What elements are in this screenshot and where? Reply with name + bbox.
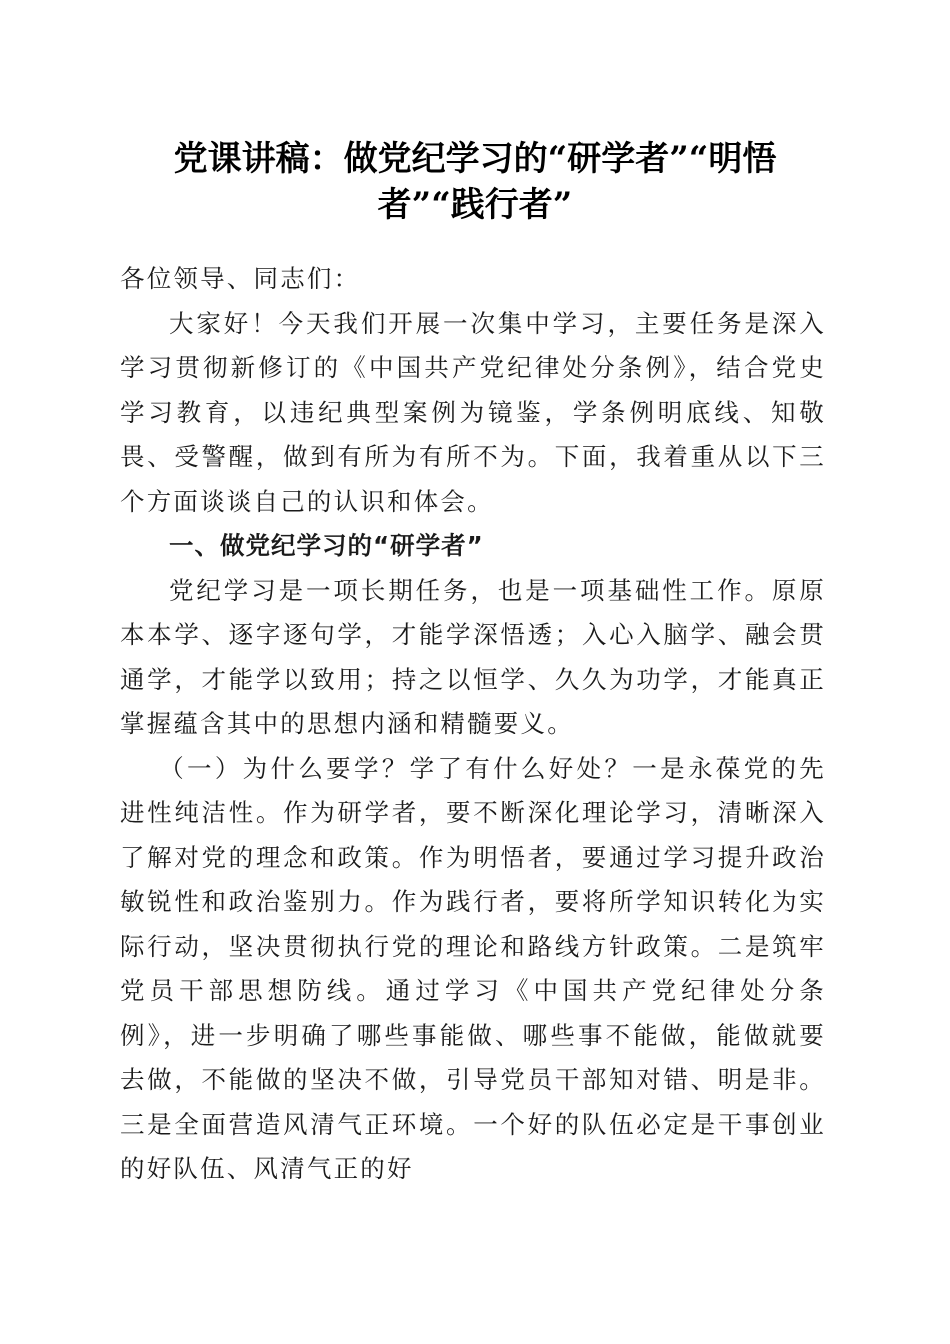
title-line-2: 者”“践行者” xyxy=(377,185,573,225)
document-body xyxy=(120,257,826,1192)
subsection-1-paragraph: （一）为什么要学？学了有什么好处？一是永葆党的先进性纯洁性。作为研学者，要不断深化理论学习，清晰深入了解对党的理念和政策。作为明悟者，要通过学习提升政治敏锐性和政治鉴别力。作为践行者，要将所学知识转化为实际行动，坚决贯彻执行党的理论和路线方针政策。二是筑牢党员干部思想防线。通过学习《中国共产党纪律处分条例》，进一步明确了哪些事能做、哪些事不能做，能做就要去做，不能做的坚决不做，引导党员干部知对错、明是非。三是全面营造风清气正环境。一个好的队伍必定是干事创业的好队伍、风清气正的好 xyxy=(120,753,826,1183)
document-title xyxy=(100,136,850,228)
intro-paragraph: 大家好！今天我们开展一次集中学习，主要任务是深入学习贯彻新修订的《中国共产党纪律处分条例》，结合党史学习教育，以违纪典型案例为镜鉴，学条例明底线、知敬畏、受警醒，做到有所为有所不为。下面，我着重从以下三个方面谈谈自己的认识和体会。 xyxy=(120,308,826,516)
section-heading-1: 一、做党纪学习的“研学者” xyxy=(169,531,484,560)
section-1-paragraph: 党纪学习是一项长期任务，也是一项基础性工作。原原本本学、逐字逐句学，才能学深悟透；入心入脑学、融会贯通学，才能学以致用；持之以恒学、久久为功学，才能真正掌握蕴含其中的思想内涵和精髓要义。 xyxy=(120,575,826,738)
salutation: 各位领导、同志们： xyxy=(120,264,361,293)
title-line-1: 党课讲稿：做党纪学习的“研学者”“明悟 xyxy=(173,139,777,179)
